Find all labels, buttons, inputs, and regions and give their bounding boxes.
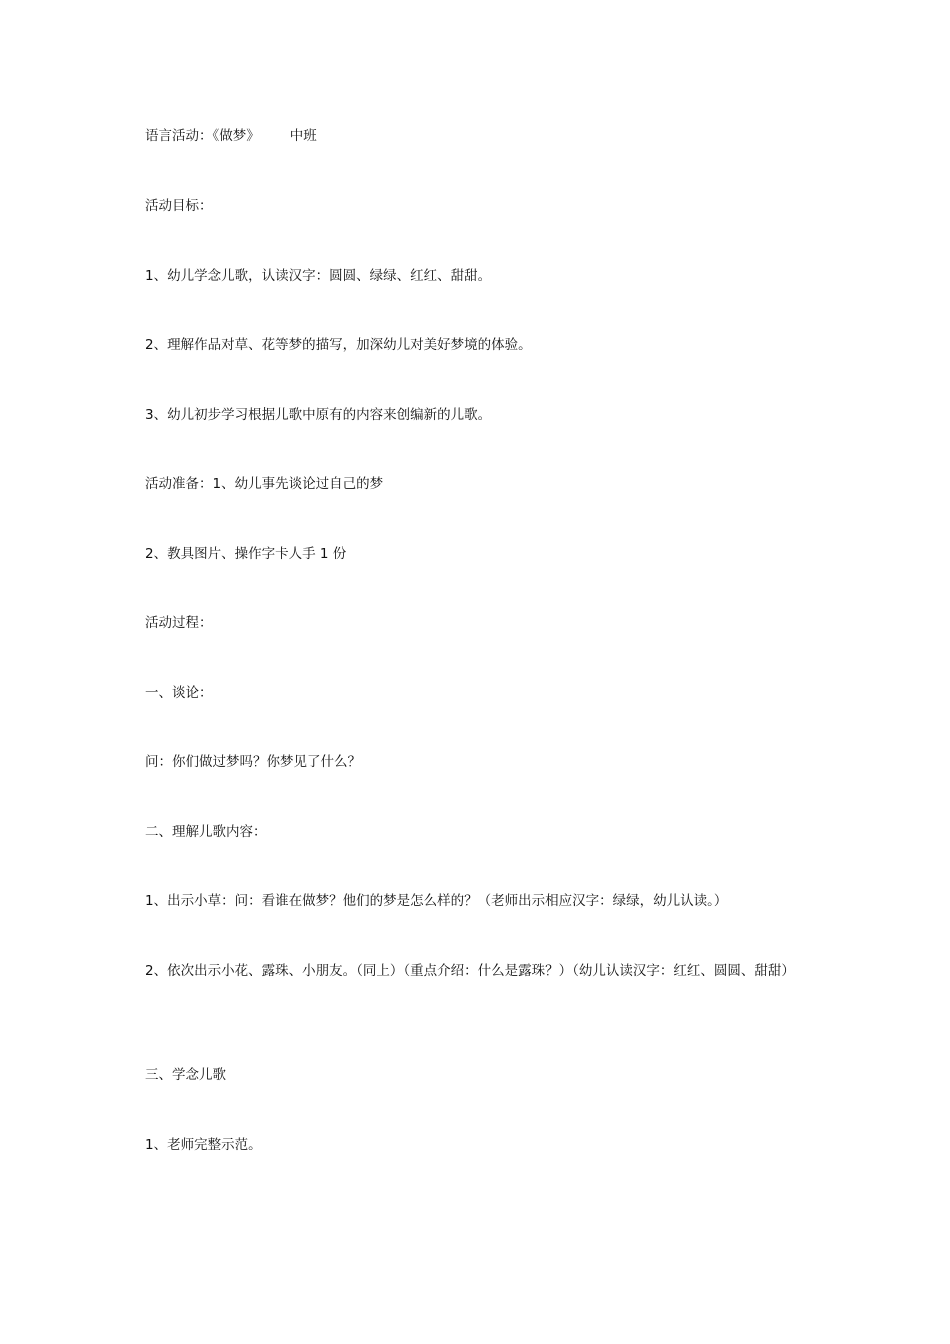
title-class: 中班 xyxy=(289,128,317,144)
goal-item-3: 3、幼儿初步学习根据儿歌中原有的内容来创编新的儿歌。 xyxy=(145,407,492,423)
section-heading-goals: 活动目标： xyxy=(145,198,213,214)
document-title xyxy=(145,119,820,154)
preparation-item-1: 活动准备：1、幼儿事先谈论过自己的梦 xyxy=(145,476,384,492)
section-heading-process: 活动过程： xyxy=(145,615,213,631)
question-text: 问：你们做过梦吗？你梦见了什么？ xyxy=(145,754,361,770)
step-3-item-1: 1、老师完整示范。 xyxy=(145,1137,262,1153)
preparation-item-2: 2、教具图片、操作字卡人手 1 份 xyxy=(145,546,347,562)
step-heading-2: 二、理解儿歌内容： xyxy=(145,824,267,840)
goal-item-1: 1、幼儿学念儿歌，认读汉字：圆圆、绿绿、红红、甜甜。 xyxy=(145,268,492,284)
step-heading-3: 三、学念儿歌 xyxy=(145,1067,226,1083)
step-2-item-1: 1、出示小草：问：看谁在做梦？他们的梦是怎么样的？（老师出示相应汉字：绿绿，幼儿认读。） xyxy=(145,893,728,909)
goal-item-2: 2、理解作品对草、花等梦的描写，加深幼儿对美好梦境的体验。 xyxy=(145,337,532,353)
step-heading-1: 一、谈论： xyxy=(145,685,213,701)
title-main: 语言活动：《做梦》 xyxy=(145,128,260,144)
step-2-item-2: 2、依次出示小花、露珠、小朋友。（同上）（重点介绍：什么是露珠？）（幼儿认读汉字：红红、圆圆、甜甜） xyxy=(145,963,795,979)
